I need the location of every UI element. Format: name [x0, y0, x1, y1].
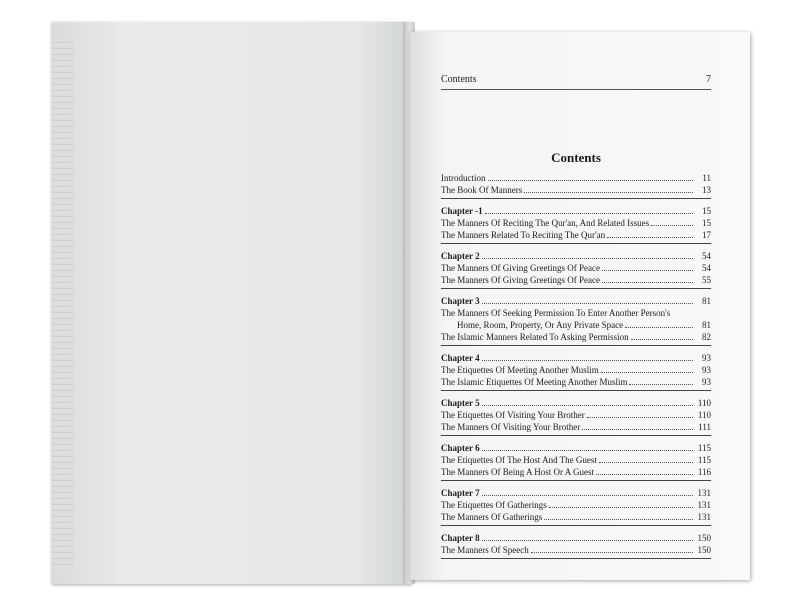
entry-page: 15	[702, 218, 711, 228]
entry-label: The Etiquettes Of Visiting Your Brother	[441, 410, 585, 420]
toc-entry	[441, 364, 711, 376]
chapter-block	[441, 352, 711, 391]
entry-label: The Islamic Manners Related To Asking Permission	[441, 332, 629, 342]
dot-leader	[602, 270, 693, 271]
dot-leader	[531, 552, 693, 553]
entry-page: 17	[702, 230, 711, 240]
chapter-label: Chapter 5	[441, 398, 480, 408]
chapter-label: Chapter 3	[441, 296, 480, 306]
entry-label: The Manners Related To Reciting The Qur'an	[441, 230, 606, 240]
chapter-heading	[441, 205, 711, 217]
entry-page: 82	[702, 332, 711, 342]
entry-label: The Manners Of Seeking Permission To Enter Another Person's	[441, 308, 671, 318]
toc-entry	[441, 331, 711, 343]
entry-page: 131	[697, 488, 711, 498]
chapter-block	[441, 205, 711, 244]
toc-entry	[441, 499, 711, 511]
entry-page: 111	[698, 422, 711, 432]
dot-leader	[607, 237, 693, 238]
table-of-contents	[441, 172, 711, 559]
dot-leader	[599, 462, 693, 463]
entry-label: The Manners Of Giving Greetings Of Peace	[441, 275, 600, 285]
chapter-block	[441, 532, 711, 559]
chapter-heading	[441, 352, 711, 364]
toc-entry	[441, 274, 711, 286]
chapter-heading	[441, 442, 711, 454]
show-through-text	[120, 98, 380, 177]
chapter-heading	[441, 250, 711, 262]
entry-label: The Manners Of Giving Greetings Of Peace	[441, 263, 600, 273]
entry-label: The Manners Of Visiting Your Brother	[441, 422, 581, 432]
header-title: Contents	[441, 74, 477, 85]
entry-page: 54	[702, 251, 711, 261]
chapter-heading	[441, 532, 711, 544]
contents-title: Contents	[551, 150, 601, 165]
chapter-heading	[441, 487, 711, 499]
entry-label: The Islamic Etiquettes Of Meeting Another Muslim	[441, 377, 628, 387]
toc-entry	[441, 229, 711, 241]
toc-entry	[441, 376, 711, 388]
dot-leader	[587, 417, 693, 418]
toc-entry	[441, 172, 711, 184]
entry-page: 115	[697, 443, 711, 453]
entry-label: The Manners Of Gatherings	[441, 512, 543, 522]
toc-entry	[441, 409, 711, 421]
toc-entry	[441, 184, 711, 196]
dot-leader	[524, 192, 693, 193]
entry-label: The Etiquettes Of Meeting Another Muslim	[441, 365, 599, 375]
entry-page: 116	[697, 467, 711, 477]
dot-leader	[631, 339, 693, 340]
dot-leader	[629, 384, 693, 385]
chapter-label: Chapter 2	[441, 251, 480, 261]
dot-leader	[482, 540, 693, 541]
toc-entry	[441, 262, 711, 274]
dot-leader	[602, 282, 693, 283]
dot-leader	[482, 405, 693, 406]
entry-label: Introduction	[441, 173, 486, 183]
dot-leader	[482, 450, 693, 451]
dot-leader	[482, 495, 693, 496]
entry-page: 55	[702, 275, 711, 285]
dot-leader	[601, 372, 693, 373]
dot-leader	[651, 225, 693, 226]
chapter-block	[441, 295, 711, 346]
dot-leader	[582, 429, 693, 430]
dot-leader	[544, 519, 693, 520]
chapter-heading	[441, 295, 711, 307]
entry-page: 131	[697, 512, 711, 522]
dot-leader	[485, 213, 693, 214]
header-rule	[441, 89, 711, 90]
dot-leader	[625, 327, 693, 328]
entry-page: 54	[702, 263, 711, 273]
toc-entry	[441, 466, 711, 478]
chapter-block	[441, 442, 711, 481]
entry-page: 110	[697, 398, 711, 408]
page-number: 7	[706, 74, 711, 85]
toc-entry	[441, 511, 711, 523]
entry-page: 81	[702, 320, 711, 330]
dot-leader	[549, 507, 693, 508]
chapter-heading	[441, 397, 711, 409]
dot-leader	[482, 360, 693, 361]
dot-leader	[596, 474, 693, 475]
page-edge-texture	[52, 40, 74, 570]
entry-page: 93	[702, 377, 711, 387]
entry-page: 11	[702, 173, 711, 183]
toc-entry	[441, 217, 711, 229]
entry-page: 93	[702, 365, 711, 375]
toc-entry	[441, 307, 711, 331]
chapter-block	[441, 250, 711, 289]
entry-label: The Manners Of Speech	[441, 545, 529, 555]
entry-page: 81	[702, 296, 711, 306]
chapter-block	[441, 487, 711, 526]
toc-entry	[441, 421, 711, 433]
running-header	[441, 74, 711, 88]
dot-leader	[488, 180, 694, 181]
chapter-block	[441, 397, 711, 436]
entry-label: The Etiquettes Of The Host And The Guest	[441, 455, 597, 465]
entry-label-continued: Home, Room, Property, Or Any Private Space	[457, 320, 624, 330]
chapter-label: Chapter 4	[441, 353, 480, 363]
chapter-label: Chapter 8	[441, 533, 480, 543]
dot-leader	[482, 258, 693, 259]
entry-label: The Manners Of Reciting The Qur'an, And Related Issues	[441, 218, 650, 228]
entry-label: The Book Of Manners	[441, 185, 523, 195]
entry-page: 15	[702, 206, 711, 216]
dot-leader	[482, 303, 693, 304]
entry-page: 13	[702, 185, 711, 195]
chapter-label: Chapter 6	[441, 443, 480, 453]
chapter-label: Chapter -1	[441, 206, 483, 216]
entry-page: 150	[697, 545, 711, 555]
entry-label: The Manners Of Being A Host Or A Guest	[441, 467, 594, 477]
entry-page: 115	[697, 455, 711, 465]
entry-page: 93	[702, 353, 711, 363]
entry-label: The Etiquettes Of Gatherings	[441, 500, 547, 510]
toc-entry	[441, 544, 711, 556]
entry-page: 110	[697, 410, 711, 420]
entry-page: 150	[697, 533, 711, 543]
chapter-label: Chapter 7	[441, 488, 480, 498]
toc-entry	[441, 454, 711, 466]
entry-page: 131	[697, 500, 711, 510]
front-matter-block	[441, 172, 711, 199]
